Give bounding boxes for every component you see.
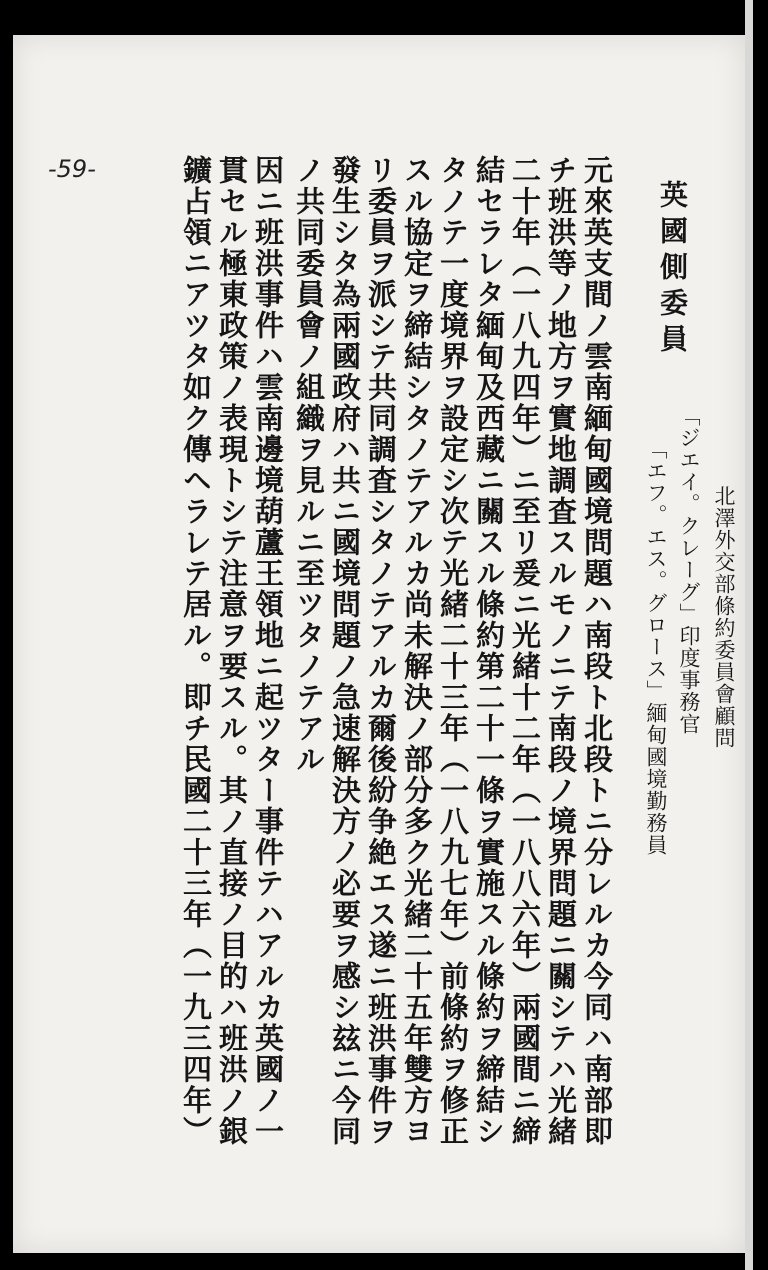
body-line-6: スル協定ヲ締結シタノテアルカ尚未解決ノ部分多ク光緒二十五年雙方ヨ (400, 155, 434, 1147)
header-line-2: 「ジエイ。クレーグ」印度事務官 (677, 405, 701, 735)
body-line-9: ノ共同委員會ノ組織ヲ見ルニ至ツタノテアル (292, 155, 326, 775)
body-line-7: リ委員ヲ派シテ共同調査シタノテアルカ爾後紛争絶エス遂ニ班洪事件ヲ (364, 155, 398, 1147)
body-line-5: タノテ一度境界ヲ設定シ次テ光緒二十三年（一八九七年）前條約ヲ修正 (436, 155, 470, 1147)
body-line-4: 結セラレタ緬甸及西藏ニ關スル條約第二十一條ヲ實施スル條約ヲ締結シ (472, 155, 506, 1147)
header-line-1: 北澤外交部條約委員會顧問 (712, 485, 736, 749)
header-line-3: 「エフ。エス。グロース」緬甸國境勤務員 (644, 438, 668, 856)
section-title: 英國側委員 (656, 180, 689, 360)
page-edge (745, 0, 753, 1270)
body-line-2: チ班洪等ノ地方ヲ實地調査スルモノニテ南段ノ境界問題ニ關シテハ光緒 (544, 155, 578, 1147)
body-line-3: 二十年（一八九四年）ニ至リ爰ニ光緒十二年（一八八六年）兩國間ニ締 (508, 155, 542, 1147)
body-line-12: 鑛占領ニアツタ如ク傳ヘラレテ居ル。即チ民國二十三年（一九三四年） (179, 155, 213, 1147)
body-line-11: 貫セル極東政策ノ表現トシテ注意ヲ要スル。其ノ直接ノ目的ハ班洪ノ銀 (215, 155, 249, 1147)
page-number: -59- (48, 155, 96, 183)
body-line-1: 元來英支間ノ雲南緬甸國境問題ハ南段ト北段トニ分レルカ今同ハ南部即 (580, 155, 614, 1147)
body-line-10: 因ニ班洪事件ハ雲南邊境葫蘆王領地ニ起ツター事件テハアルカ英國ノ一 (251, 155, 285, 1147)
body-line-8: 發生シタ為兩國政府ハ共ニ國境問題ノ急速解決方ノ必要ヲ感シ玆ニ今同 (328, 155, 362, 1147)
